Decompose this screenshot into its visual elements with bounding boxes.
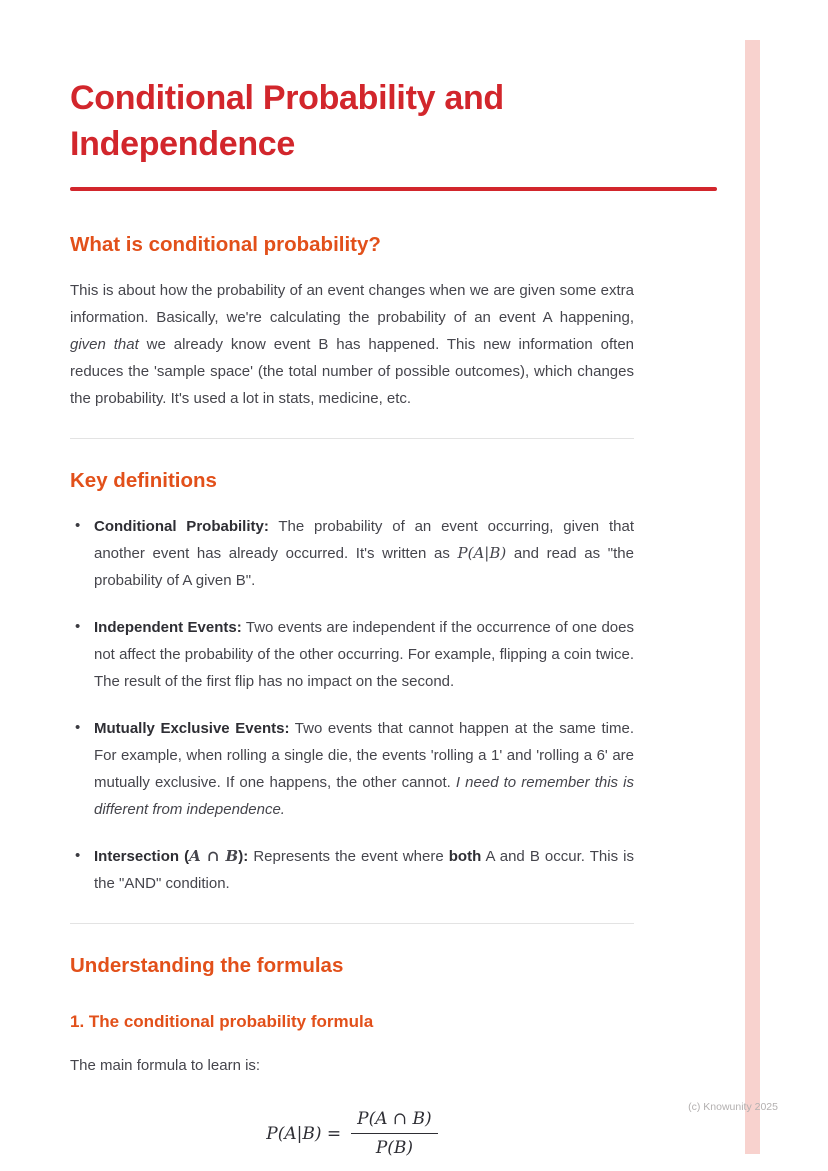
- inline-math-pab: P(A|B): [457, 544, 507, 563]
- bullet-dot: •: [75, 618, 81, 636]
- list-item-conditional-probability: [70, 513, 634, 594]
- definition-note-italic: I need to remember this is different from independence.: [94, 774, 634, 819]
- section-divider-1: [70, 438, 634, 439]
- fraction-numerator: P(A ∩ B): [351, 1109, 438, 1134]
- bullet-dot: •: [75, 719, 81, 737]
- formula-fraction: [351, 1109, 438, 1158]
- footer-credit: (c) Knowunity 2025: [688, 1101, 778, 1113]
- definition-label: Intersection (: [94, 848, 190, 866]
- section-divider-2: [70, 923, 634, 924]
- list-item-intersection: [70, 843, 634, 897]
- formula-lhs: P(A|B) =: [266, 1123, 342, 1144]
- bullet-dot: •: [75, 847, 81, 865]
- definition-text-2: and read as "the probability of A given B".: [94, 545, 634, 590]
- intro-text-2: we already know event B has happened. This new information often reduces the 'sample space' (the total number of possible outcomes), which changes the probability. It's used a lot in stats, medicine, etc.: [70, 336, 634, 408]
- intro-paragraph: [70, 277, 634, 412]
- title-rule: [70, 187, 717, 191]
- definition-bold-word: both: [448, 848, 482, 866]
- definition-label: Mutually Exclusive Events:: [94, 720, 290, 738]
- definitions-list: [70, 513, 634, 897]
- fraction-denominator: P(B): [375, 1138, 414, 1159]
- definition-text: Represents the event where: [248, 848, 449, 866]
- side-accent-stripe: [745, 40, 760, 1154]
- definition-label-2: ):: [238, 848, 249, 866]
- section-heading-conditional-probability: What is conditional probability?: [70, 233, 381, 257]
- definition-text: Two events that cannot happen at the same time. For example, when rolling a single die, the events 'rolling a 1' and 'rolling a 6' are mutually exclusive. If one happens, the other cannot.: [94, 720, 634, 792]
- page-content: [70, 0, 634, 1158]
- inline-math-intersection: A ∩ B: [189, 847, 239, 866]
- definition-text: The probability of an event occurring, given that another event has already occurred. It's written as: [94, 518, 634, 563]
- bullet-dot: •: [75, 517, 81, 535]
- definition-label: Conditional Probability:: [94, 518, 269, 536]
- list-item-independent-events: [70, 614, 634, 695]
- definition-label: Independent Events:: [94, 619, 242, 637]
- page-title: Conditional Probability and Independence: [70, 79, 504, 164]
- subsection-heading-conditional-formula: 1. The conditional probability formula: [70, 1012, 374, 1032]
- conditional-probability-formula: [70, 1109, 634, 1158]
- definition-text: Two events are independent if the occurrence of one does not affect the probability of the other occurring. For example, flipping a coin twice. The result of the first flip has no impact on the second.: [94, 619, 634, 691]
- formula-intro-text: The main formula to learn is:: [70, 1057, 261, 1075]
- intro-text-1: This is about how the probability of an event changes when we are given some extra information. Basically, we're calculating the probability of an event A happening,: [70, 282, 634, 327]
- section-heading-understanding-formulas: Understanding the formulas: [70, 954, 344, 978]
- list-item-mutually-exclusive-events: [70, 715, 634, 823]
- section-heading-key-definitions: Key definitions: [70, 469, 217, 493]
- definition-text-2: A and B occur. This is the "AND" condition.: [94, 848, 634, 893]
- intro-text-italic: given that: [70, 336, 139, 354]
